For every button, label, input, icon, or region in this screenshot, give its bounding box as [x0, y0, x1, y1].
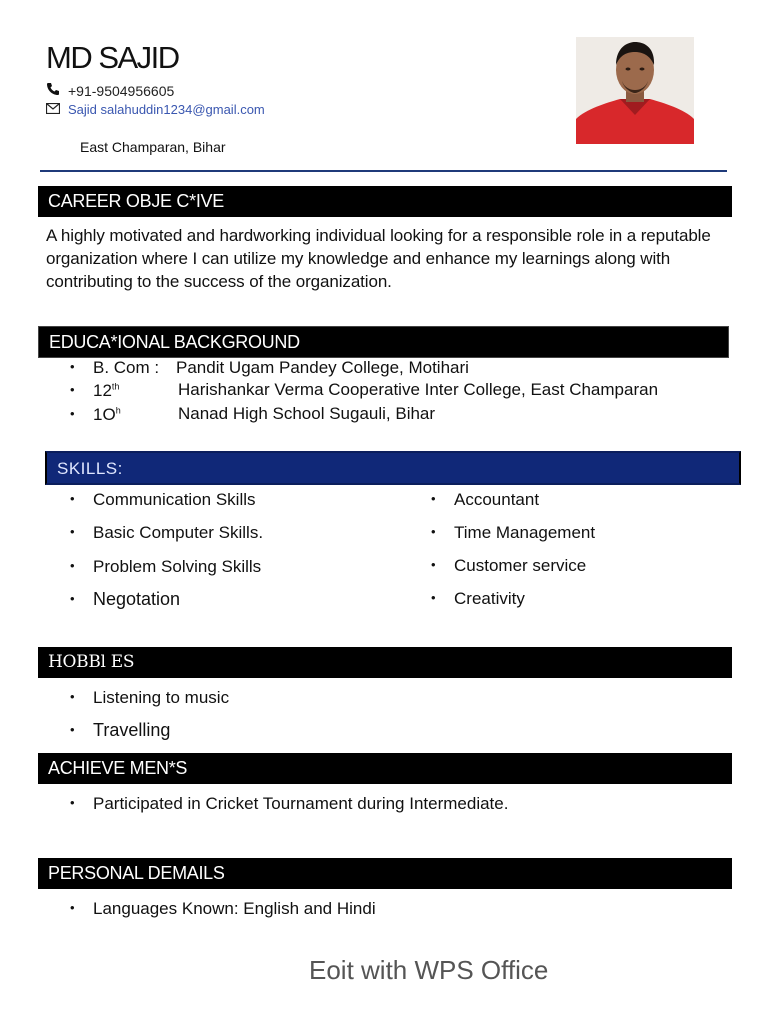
education-level: 1O [93, 405, 116, 424]
personal-label: Languages Known: English and Hindi [93, 899, 376, 918]
skill-item [70, 490, 256, 510]
section-header-skills: SKILLS: [45, 451, 741, 485]
skill-label: Problem Solving Skills [93, 557, 262, 576]
education-institution: Pandit Ugam Pandey College, Motihari [176, 358, 469, 377]
skill-item [431, 490, 539, 510]
candidate-name: MD SAJID [46, 40, 179, 75]
skill-label: Communication Skills [93, 490, 256, 509]
section-header-personal-details: PERSONAL DEMAILS [38, 858, 732, 889]
section-header-career-objective: CAREER OBJE C*IVE [38, 186, 732, 217]
hobby-label: Listening to music [93, 688, 230, 707]
bullet: • [70, 795, 75, 810]
header-divider [40, 170, 727, 172]
bullet: • [431, 524, 436, 539]
skill-item [70, 523, 263, 543]
education-level-suffix: h [115, 405, 121, 416]
education-row [70, 381, 119, 401]
bullet: • [70, 900, 75, 915]
bullet: • [431, 590, 436, 605]
education-institution: Nanad High School Sugauli, Bihar [178, 404, 436, 423]
bullet: • [70, 406, 75, 421]
skill-label: Customer service [454, 556, 587, 575]
skill-label: Basic Computer Skills. [93, 523, 264, 542]
bullet: • [70, 491, 75, 506]
email-address: Sajid salahuddin1234@gmail.com [68, 102, 265, 117]
skill-label: Negotation [93, 589, 181, 609]
bullet: • [70, 558, 75, 573]
education-level: B. Com : [93, 358, 160, 377]
profile-photo [576, 37, 694, 144]
bullet: • [70, 524, 75, 539]
education-institution: Harishankar Verma Cooperative Inter College, East Champaran [178, 380, 659, 399]
hobby-item [70, 688, 229, 708]
education-row [70, 358, 159, 378]
section-header-education: EDUCA*IONAL BACKGROUND [38, 326, 729, 358]
hobby-item [70, 720, 170, 741]
skill-label: Time Management [454, 523, 596, 542]
bullet: • [431, 491, 436, 506]
hobby-label: Travelling [93, 720, 171, 740]
phone-icon [46, 82, 68, 99]
skill-item [70, 589, 180, 610]
education-level-suffix: th [111, 381, 120, 392]
location-text: East Champaran, Bihar [80, 139, 226, 155]
achievement-label: Participated in Cricket Tournament during Intermediate. [93, 794, 509, 813]
education-level: 12 [93, 381, 112, 400]
email-row [46, 102, 265, 117]
bullet: • [70, 359, 75, 374]
bullet: • [70, 722, 75, 737]
bullet: • [431, 557, 436, 572]
skill-item [70, 557, 261, 577]
education-row [70, 405, 121, 425]
bullet: • [70, 591, 75, 606]
envelope-icon [46, 102, 68, 117]
bullet: • [70, 689, 75, 704]
phone-number: +91-9504956605 [68, 82, 175, 99]
skill-item [431, 589, 525, 609]
section-header-achievements: ACHIEVE MEN*S [38, 753, 732, 784]
wps-watermark: Eoit with WPS Office [309, 955, 549, 985]
section-header-hobbies: HOBBl ES [38, 647, 732, 678]
achievement-item [70, 794, 508, 814]
skill-label: Accountant [454, 490, 540, 509]
phone-row [46, 82, 174, 99]
bullet: • [70, 382, 75, 397]
personal-item [70, 899, 376, 919]
skill-item [431, 556, 586, 576]
skill-label: Creativity [454, 589, 525, 608]
career-objective-text: A highly motivated and hardworking individual looking for a responsible role in a reputable organization where I can utilize my knowledge and enhance my learnings along with contributing to the success of the organization. [46, 226, 711, 291]
skill-item [431, 523, 595, 543]
